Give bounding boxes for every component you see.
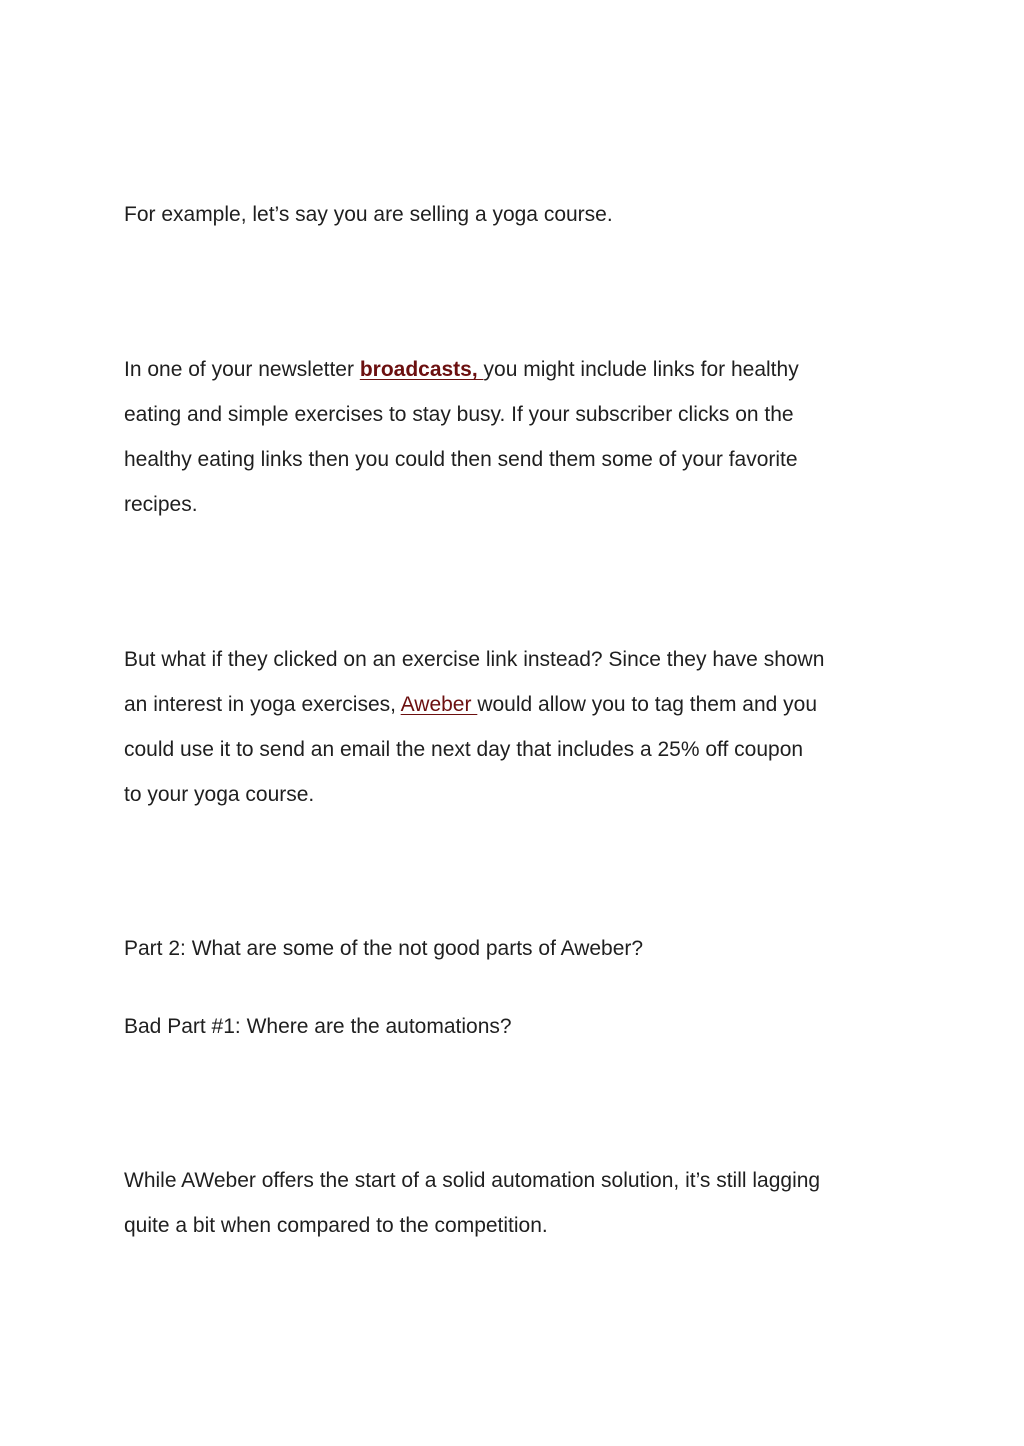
paragraph-broadcasts-line-1 [124,347,914,392]
paragraph-broadcasts-line-3: healthy eating links then you could then send them some of your favorite [124,448,798,471]
paragraph-broadcasts-line-1-rest: you might include links for healthy [483,358,799,381]
paragraph-broadcasts [124,347,914,527]
broadcasts-link[interactable]: broadcasts, [359,358,484,381]
paragraph-exercise-line-2-rest: would allow you to tag them and you [477,693,818,716]
paragraph-automation-line-2: quite a bit when compared to the competition. [124,1214,548,1237]
paragraph-exercise-lead: an interest in yoga exercises, [124,693,401,716]
paragraph-broadcasts-lead: In one of your newsletter [124,358,360,381]
paragraph-intro [124,192,914,237]
paragraph-exercise-line-4: to your yoga course. [124,783,315,806]
paragraph-broadcasts-line-2: eating and simple exercises to stay busy. If your subscriber clicks on the [124,403,794,426]
paragraph-exercise-line-2 [124,682,914,727]
heading-bad-part-1-text: Bad Part #1: Where are the automations? [124,1015,512,1038]
paragraph-automation-line-1: While AWeber offers the start of a solid automation solution, it’s still lagging [124,1169,821,1192]
paragraph-broadcasts-line-4: recipes. [124,493,198,516]
heading-part-2-text: Part 2: What are some of the not good parts of Aweber? [124,937,644,960]
paragraph-automation [124,1158,914,1248]
paragraph-intro-text: For example, let’s say you are selling a yoga course. [124,203,613,226]
aweber-link[interactable]: Aweber [400,693,478,716]
paragraph-exercise-line-1: But what if they clicked on an exercise link instead? Since they have shown [124,648,825,671]
heading-part-2 [124,926,914,971]
paragraph-exercise [124,637,914,817]
paragraph-exercise-line-3: could use it to send an email the next day that includes a 25% off coupon [124,738,804,761]
heading-bad-part-1 [124,1004,914,1049]
